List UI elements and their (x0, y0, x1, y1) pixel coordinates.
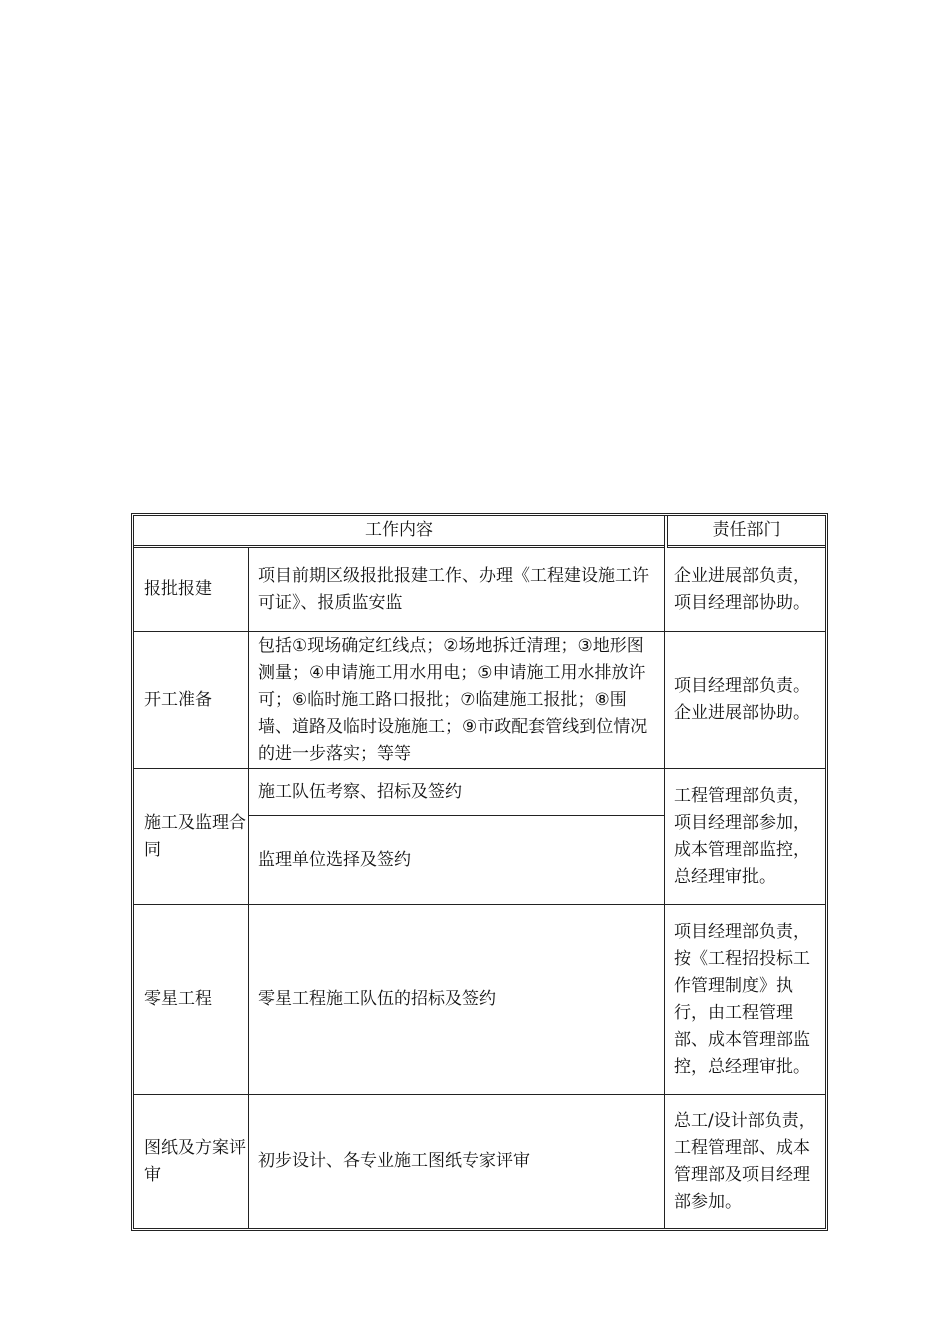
table-row-task (249, 1095, 664, 1228)
table-row-task (249, 632, 664, 768)
header-responsible-dept-label: 责任部门 (712, 520, 781, 540)
dept-text: 企业进展部负责，项目经理部协助。 (674, 565, 810, 613)
table-row-category (134, 905, 248, 1094)
table-row-category (134, 632, 248, 768)
table-row-dept (665, 769, 825, 904)
dept-text: 总工/设计部负责，工程管理部、成本管理部及项目经理部参加。 (674, 1110, 816, 1212)
table-row-dept (665, 548, 825, 631)
category-label: 开工准备 (144, 689, 212, 710)
header-work-content (134, 516, 664, 548)
table-row-category (134, 1095, 248, 1228)
responsibility-table (131, 513, 828, 1231)
table-row-dept (665, 1095, 825, 1228)
dept-text: 项目经理部负责。企业进展部协助。 (674, 676, 810, 723)
dept-text: 工程管理部负责，项目经理部参加，成本管理部监控，总经理审批。 (674, 785, 810, 887)
dept-text: 项目经理部负责，按《工程招投标工作管理制度》执行，由工程管理部、成本管理部监控，总经理审批。 (674, 921, 810, 1077)
header-responsible-dept (668, 516, 825, 548)
task-text: 包括①现场确定红线点；②场地拆迁清理；③地形图测量；④申请施工用水用电；⑤申请施工用水排放许可；⑥临时施工路口报批；⑦临建施工报批；⑧围墙、道路及临时设施施工；⑨市政配套管线到位情况的进一步落实；等等 (258, 635, 648, 764)
header-divider (664, 516, 668, 548)
task-text: 施工队伍考察、招标及签约 (258, 781, 462, 802)
table-row-category (134, 769, 248, 904)
table-row-task (249, 905, 664, 1094)
table-row-task (249, 769, 664, 815)
task-text: 初步设计、各专业施工图纸专家评审 (258, 1151, 530, 1171)
table-row-task (249, 816, 664, 904)
category-label: 施工及监理合同 (144, 812, 246, 860)
header-work-content-label: 工作内容 (365, 520, 433, 540)
category-label: 图纸及方案评审 (144, 1137, 246, 1185)
table-row-category (134, 548, 248, 631)
category-label: 报批报建 (144, 579, 212, 599)
table-row-task (249, 548, 664, 631)
task-text: 零星工程施工队伍的招标及签约 (258, 989, 496, 1009)
table-row-dept (665, 632, 825, 768)
table-row-dept (665, 905, 825, 1094)
category-label: 零星工程 (144, 989, 212, 1009)
task-text: 监理单位选择及签约 (258, 849, 411, 870)
task-text: 项目前期区级报批报建工作、办理《工程建设施工许可证》、报质监安监 (258, 565, 649, 613)
